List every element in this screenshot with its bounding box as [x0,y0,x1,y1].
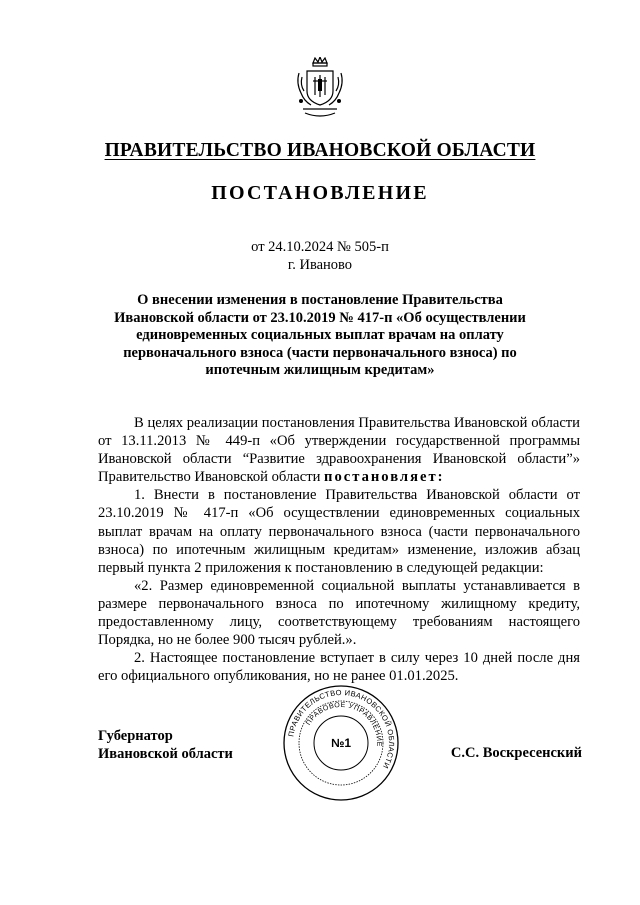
government-title: ПРАВИТЕЛЬСТВО ИВАНОВСКОЙ ОБЛАСТИ [104,140,536,161]
item-1-paragraph: 1. Внести в постановление Правительства Ивановской области от 23.10.2019 № 417-п «Об осуществлении единовременных социальных выплат врачам на оплату первоначального взноса (части первоначального взноса) по ипотечным жилищным кредитам» изменение, изложив абзац первый пункта 2 приложения к постановлению в следующей редакции: [98,487,580,576]
document-subject: О внесении изменения в постановление Правительства Ивановской области от 23.10.2019 № 417-п «Об осуществлении единовременных социальных выплат врачам на оплату первоначального взноса (части первоначального взноса) по ипотечным жилищным кредитам» [114,292,526,379]
quote-paragraph: «2. Размер единовременной социальной выплаты устанавливается в размере первоначального взноса по ипотечному жилищному кредиту, предоставленному лицу, соответствующему требованиям настоящего Порядка, но не более 900 тысяч рублей.». [98,577,580,649]
seal-outer-text: ПРАВИТЕЛЬСТВО ИВАНОВСКОЙ ОБЛАСТИ [286,687,397,771]
city: г. Иваново [287,257,353,273]
date-number: от 24.10.2024 № 505-п [251,239,389,255]
position-line-1: Губернатор [98,728,173,744]
signatory-name: С.С. Воскресенский [450,745,582,761]
item-2-paragraph: 2. Настоящее постановление вступает в силу через 10 дней после дня его официального опубликования, но не ранее 01.01.2025. [98,650,580,685]
coat-of-arms-icon [295,57,345,119]
document-body [98,414,580,685]
signatory-position [98,727,233,763]
preamble-text: В целях реализации постановления Правительства Ивановской области от 13.11.2013 № 449-п «Об утверждении государственной программы Ивановской области “Развитие здравоохранения Ивановской области”» Правительство Ивановской области [98,415,580,486]
position-line-2: Ивановской области [98,746,233,762]
seal-inner-text: ПРАВОВОЕ УПРАВЛЕНИЕ [305,701,383,748]
seal-center-text: №1 [330,736,352,750]
document-type: ПОСТАНОВЛЕНИЕ [211,182,429,204]
official-seal [282,684,400,802]
preamble-paragraph [98,414,580,486]
decree-word: постановляет: [324,469,445,486]
